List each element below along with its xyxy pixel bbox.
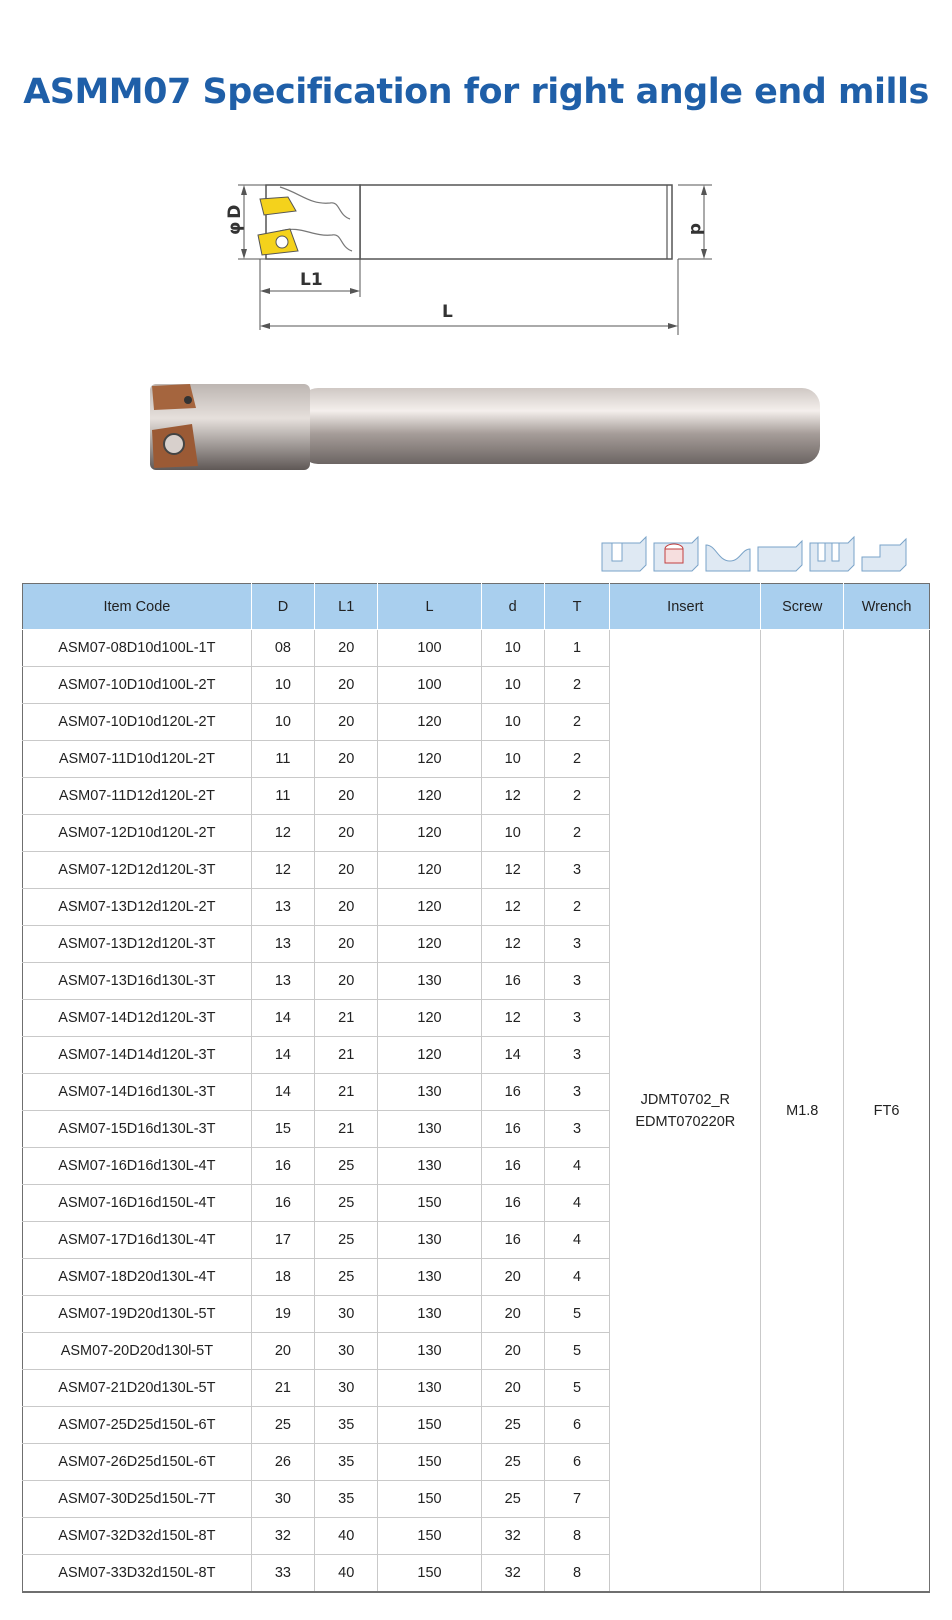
face-milling-icon [756,535,804,573]
t-cell: 4 [544,1185,609,1222]
step-milling-icon [860,535,908,573]
shank-d-cell: 12 [481,778,544,815]
item-code-cell: ASM07-17D16d130L-4T [23,1222,252,1259]
item-code-cell: ASM07-14D14d120L-3T [23,1037,252,1074]
table-header-row [23,584,930,630]
t-cell: 2 [544,667,609,704]
l1-cell: 40 [315,1518,378,1555]
slot-milling-icon [808,535,856,573]
d-diameter-cell: 11 [251,741,314,778]
l1-cell: 21 [315,1111,378,1148]
item-code-cell: ASM07-32D32d150L-8T [23,1518,252,1555]
d-diameter-cell: 10 [251,704,314,741]
header-L1: L1 [315,584,378,630]
d-diameter-cell: 20 [251,1333,314,1370]
d-diameter-cell: 16 [251,1185,314,1222]
L1-label: L1 [300,270,323,290]
shank-d-cell: 16 [481,1148,544,1185]
t-cell: 7 [544,1481,609,1518]
l1-cell: 20 [315,889,378,926]
t-cell: 6 [544,1407,609,1444]
l1-cell: 35 [315,1444,378,1481]
header-D: D [251,584,314,630]
d-diameter-cell: 25 [251,1407,314,1444]
t-cell: 6 [544,1444,609,1481]
d-diameter-cell: 21 [251,1370,314,1407]
t-cell: 3 [544,852,609,889]
l1-cell: 20 [315,630,378,667]
l1-cell: 25 [315,1222,378,1259]
item-code-cell: ASM07-26D25d150L-6T [23,1444,252,1481]
t-cell: 2 [544,778,609,815]
d-diameter-cell: 13 [251,963,314,1000]
l1-cell: 20 [315,741,378,778]
d-diameter-cell: 18 [251,1259,314,1296]
l-cell: 130 [378,1074,481,1111]
table-row [23,630,930,667]
l-cell: 120 [378,1000,481,1037]
t-cell: 3 [544,1074,609,1111]
item-code-cell: ASM07-20D20d130l-5T [23,1333,252,1370]
l-cell: 120 [378,815,481,852]
item-code-cell: ASM07-12D12d120L-3T [23,852,252,889]
application-icons [600,535,908,573]
t-cell: 3 [544,1037,609,1074]
l-cell: 130 [378,1222,481,1259]
d-diameter-cell: 14 [251,1074,314,1111]
header-insert: Insert [610,584,761,630]
shank-d-cell: 20 [481,1370,544,1407]
shank-d-cell: 32 [481,1518,544,1555]
header-L: L [378,584,481,630]
shank-d-cell: 12 [481,889,544,926]
t-cell: 3 [544,963,609,1000]
d-diameter-cell: 19 [251,1296,314,1333]
l1-cell: 25 [315,1148,378,1185]
l1-cell: 35 [315,1481,378,1518]
d-diameter-cell: 12 [251,815,314,852]
d-diameter-cell: 13 [251,889,314,926]
t-cell: 5 [544,1296,609,1333]
shank-d-cell: 32 [481,1555,544,1593]
wrench-cell: FT6 [844,630,930,1593]
item-code-cell: ASM07-30D25d150L-7T [23,1481,252,1518]
header-d: d [481,584,544,630]
l1-cell: 30 [315,1333,378,1370]
l1-cell: 20 [315,963,378,1000]
d-label: d [686,223,706,236]
l-cell: 150 [378,1481,481,1518]
shank-d-cell: 10 [481,630,544,667]
t-cell: 3 [544,1000,609,1037]
item-code-cell: ASM07-08D10d100L-1T [23,630,252,667]
l-cell: 130 [378,1296,481,1333]
spec-table [22,583,930,1593]
shank-d-cell: 16 [481,1111,544,1148]
shank-d-cell: 12 [481,926,544,963]
shank-d-cell: 10 [481,704,544,741]
insert-cell [610,630,761,1593]
item-code-cell: ASM07-21D20d130L-5T [23,1370,252,1407]
t-cell: 2 [544,704,609,741]
l1-cell: 20 [315,815,378,852]
l-cell: 100 [378,630,481,667]
l-cell: 150 [378,1185,481,1222]
d-diameter-cell: 16 [251,1148,314,1185]
t-cell: 1 [544,630,609,667]
t-cell: 3 [544,926,609,963]
header-wrench: Wrench [844,584,930,630]
L-label: L [442,302,453,322]
shank-d-cell: 16 [481,963,544,1000]
d-diameter-cell: 11 [251,778,314,815]
l1-cell: 25 [315,1185,378,1222]
dimension-drawing [220,175,740,355]
l1-cell: 35 [315,1407,378,1444]
item-code-cell: ASM07-11D12d120L-2T [23,778,252,815]
d-diameter-cell: 10 [251,667,314,704]
d-diameter-cell: 32 [251,1518,314,1555]
shank-d-cell: 14 [481,1037,544,1074]
item-code-cell: ASM07-15D16d130L-3T [23,1111,252,1148]
l-cell: 150 [378,1555,481,1593]
item-code-cell: ASM07-14D12d120L-3T [23,1000,252,1037]
shank-d-cell: 20 [481,1259,544,1296]
header-T: T [544,584,609,630]
shank-d-cell: 25 [481,1444,544,1481]
l-cell: 120 [378,889,481,926]
shank-d-cell: 10 [481,667,544,704]
header-screw: Screw [761,584,844,630]
pocket-milling-icon [652,535,700,573]
screw-cell: M1.8 [761,630,844,1593]
l1-cell: 20 [315,778,378,815]
shank-d-cell: 12 [481,1000,544,1037]
t-cell: 5 [544,1370,609,1407]
shank-d-cell: 12 [481,852,544,889]
shank-d-cell: 16 [481,1185,544,1222]
t-cell: 8 [544,1555,609,1593]
d-diameter-cell: 26 [251,1444,314,1481]
item-code-cell: ASM07-14D16d130L-3T [23,1074,252,1111]
l-cell: 100 [378,667,481,704]
t-cell: 2 [544,741,609,778]
l-cell: 120 [378,704,481,741]
l-cell: 120 [378,1037,481,1074]
l1-cell: 20 [315,852,378,889]
item-code-cell: ASM07-12D10d120L-2T [23,815,252,852]
d-diameter-cell: 33 [251,1555,314,1593]
t-cell: 4 [544,1222,609,1259]
l-cell: 130 [378,1370,481,1407]
t-cell: 2 [544,889,609,926]
l-cell: 120 [378,926,481,963]
item-code-cell: ASM07-19D20d130L-5T [23,1296,252,1333]
d-diameter-cell: 30 [251,1481,314,1518]
phi-D-label: φD [225,204,245,235]
header-item-code: Item Code [23,584,252,630]
d-diameter-cell: 17 [251,1222,314,1259]
l-cell: 130 [378,963,481,1000]
l-cell: 130 [378,1333,481,1370]
t-cell: 4 [544,1259,609,1296]
t-cell: 2 [544,815,609,852]
shank-d-cell: 16 [481,1222,544,1259]
item-code-cell: ASM07-13D12d120L-2T [23,889,252,926]
profile-milling-icon [704,535,752,573]
item-code-cell: ASM07-11D10d120L-2T [23,741,252,778]
l1-cell: 20 [315,704,378,741]
item-code-cell: ASM07-18D20d130L-4T [23,1259,252,1296]
d-diameter-cell: 14 [251,1037,314,1074]
l1-cell: 40 [315,1555,378,1593]
item-code-cell: ASM07-33D32d150L-8T [23,1555,252,1593]
shoulder-milling-icon [600,535,648,573]
shank-d-cell: 10 [481,815,544,852]
l1-cell: 30 [315,1296,378,1333]
d-diameter-cell: 08 [251,630,314,667]
l1-cell: 21 [315,1074,378,1111]
t-cell: 5 [544,1333,609,1370]
l1-cell: 21 [315,1037,378,1074]
l1-cell: 25 [315,1259,378,1296]
item-code-cell: ASM07-10D10d120L-2T [23,704,252,741]
l-cell: 130 [378,1259,481,1296]
t-cell: 3 [544,1111,609,1148]
l-cell: 120 [378,852,481,889]
table-body [23,630,930,1593]
l-cell: 150 [378,1407,481,1444]
shank-d-cell: 25 [481,1481,544,1518]
item-code-cell: ASM07-25D25d150L-6T [23,1407,252,1444]
l-cell: 120 [378,778,481,815]
shank-d-cell: 16 [481,1074,544,1111]
t-cell: 4 [544,1148,609,1185]
d-diameter-cell: 15 [251,1111,314,1148]
item-code-cell: ASM07-10D10d100L-2T [23,667,252,704]
product-photo [140,380,840,480]
item-code-cell: ASM07-16D16d150L-4T [23,1185,252,1222]
t-cell: 8 [544,1518,609,1555]
d-diameter-cell: 13 [251,926,314,963]
l-cell: 150 [378,1444,481,1481]
shank-d-cell: 20 [481,1296,544,1333]
page-title: ASMM07 Specification for right angle end mills [23,72,929,112]
l-cell: 130 [378,1148,481,1185]
l1-cell: 30 [315,1370,378,1407]
insert-line-2: EDMT070220R [635,1113,736,1130]
d-diameter-cell: 14 [251,1000,314,1037]
l1-cell: 20 [315,667,378,704]
item-code-cell: ASM07-13D12d120L-3T [23,926,252,963]
l-cell: 150 [378,1518,481,1555]
shank-d-cell: 10 [481,741,544,778]
item-code-cell: ASM07-16D16d130L-4T [23,1148,252,1185]
l-cell: 130 [378,1111,481,1148]
l-cell: 120 [378,741,481,778]
l1-cell: 20 [315,926,378,963]
d-diameter-cell: 12 [251,852,314,889]
shank-d-cell: 20 [481,1333,544,1370]
item-code-cell: ASM07-13D16d130L-3T [23,963,252,1000]
l1-cell: 21 [315,1000,378,1037]
shank-d-cell: 25 [481,1407,544,1444]
insert-line-1: JDMT0702_R [640,1091,731,1108]
